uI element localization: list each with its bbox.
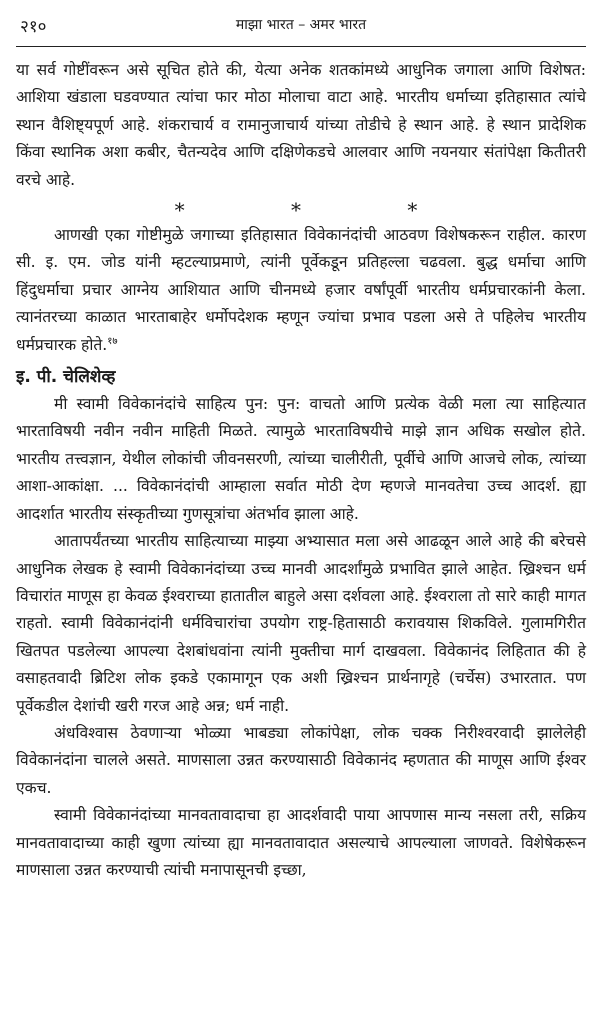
paragraph-2-text: आणखी एका गोष्टीमुळे जगाच्या इतिहासात विवेकानंदांची आठवण विशेषकरून राहील. कारण सी. इ. एम. जोड यांनी म्हटल्याप्रमाणे, त्यांनी पूर्वेकडून प्रतिहल्ला चढवला. बुद्ध धर्माचा आणि हिंदुधर्माचा प्रचार आग्नेय आशियात आणि चीनमध्ये हजार वर्षांपूर्वी भारतीय धर्मप्रचारकांनी केला. त्यानंतरच्या काळात भारताबाहेर धर्मोपदेशक म्हणून ज्यांचा प्रभाव पडला असे ते पहिलेच भारतीय धर्मप्रचारक होते.: [16, 226, 586, 354]
running-head: [16, 12, 586, 36]
paragraph-1: या सर्व गोष्टींवरून असे सूचित होते की, येत्या अनेक शतकांमध्ये आधुनिक जगाला आणि विशेषत: आशिया खंडाला घडवण्यात त्यांचा फार मोठा मोलाचा वाटा आहे. भारतीय धर्माच्या इतिहासात त्यांचे स्थान वैशिष्ट्यपूर्ण आहे. शंकराचार्य व रामानुजाचार्य यांच्या तोडीचे हे स्थान आहे. हे स्थान प्रादेशिक किंवा स्थानिक अशा कबीर, चैतन्यदेव आणि दक्षिणेकडचे आलवार आणि नयनयार संतांपेक्षा कितीतरी वरचे आहे.: [16, 61, 586, 189]
section-heading: इ. पी. चेलिशेव्ह: [16, 367, 116, 388]
running-title: माझा भारत – अमर भारत: [235, 17, 367, 33]
paragraph-2: [16, 222, 586, 359]
paragraph-4: आतापर्यंतच्या भारतीय साहित्याच्या माझ्या अभ्यासात मला असे आढळून आले आहे की बरेचसे आधुनिक लेखक हे स्वामी विवेकानंदांच्या उच्च मानवी आदर्शांमुळे प्रभावित झाले आहेत. ख्रिश्चन धर्म विचारांत माणूस हा केवळ ईश्वराच्या हातातील बाहुले असा दर्शवला आहे. ईश्वराला तो सारे काही मागत राहतो. स्वामी विवेकानंदांनी धर्मविचारांचा उपयोग राष्ट्र-हितासाठी करावयास शिकविले. गुलामगिरीत खितपत पडलेल्या आपल्या देशबांधवांना त्यांनी मुक्तीचा मार्ग दाखवला. विवेकानंद लिहितात की हे वसाहतवादी ब्रिटिश लोक इकडे एकामागून एक अशी ख्रिश्चन प्रार्थनागृहे (चर्चेस) उभारतात. पण पूर्वेकडील देशांची खरी गरज आहे अन्न; धर्म नाही.: [16, 532, 586, 715]
section-separator: * * *: [174, 198, 468, 223]
paragraph-6: स्वामी विवेकानंदांच्या मानवतावादाचा हा आदर्शवादी पाया आपणास मान्य नसला तरी, सक्रिय मानवतावादाच्या काही खुणा त्यांच्या ह्या मानवतावादात असल्याचे आपल्याला जाणवते. विशेषेकरून माणसाला उन्नत करण्याची त्यांची मनापासूनची इच्छा,: [16, 806, 586, 879]
paragraph-5: अंधविश्वास ठेवणाऱ्या भोळ्या भाबड्या लोकांपेक्षा, लोक चक्क निरीश्वरवादी झालेलेही विवेकानंदांना चालले असते. माणसाला उन्नत करण्यासाठी विवेकानंद म्हणतात की माणूस आणि ईश्वर एकच.: [16, 723, 586, 797]
paragraph-3: मी स्वामी विवेकानंदांचे साहित्य पुन: पुन: वाचतो आणि प्रत्येक वेळी मला त्या साहित्यात भारताविषयी नवीन नवीन माहिती मिळते. त्यामुळे भारताविषयीचे माझे ज्ञान अधिक सखोल होते. भारतीय तत्त्वज्ञान, येथील लोकांची जीवनसरणी, त्यांच्या चालीरीती, पूर्वीचे आणि आजचे लोक, त्यांच्या आशा-आकांक्षा. ... विवेकानंदांची आम्हाला सर्वात मोठी देण म्हणजे मानवतेचा उच्च आदर्श. ह्या आदर्शात भारतीय संस्कृतीच्या गुणसूत्रांचा अंतर्भाव झाला आहे.: [16, 395, 586, 523]
page-number: २१०: [20, 17, 47, 37]
header-rule: [16, 46, 586, 47]
footnote-marker: १७: [107, 335, 118, 347]
